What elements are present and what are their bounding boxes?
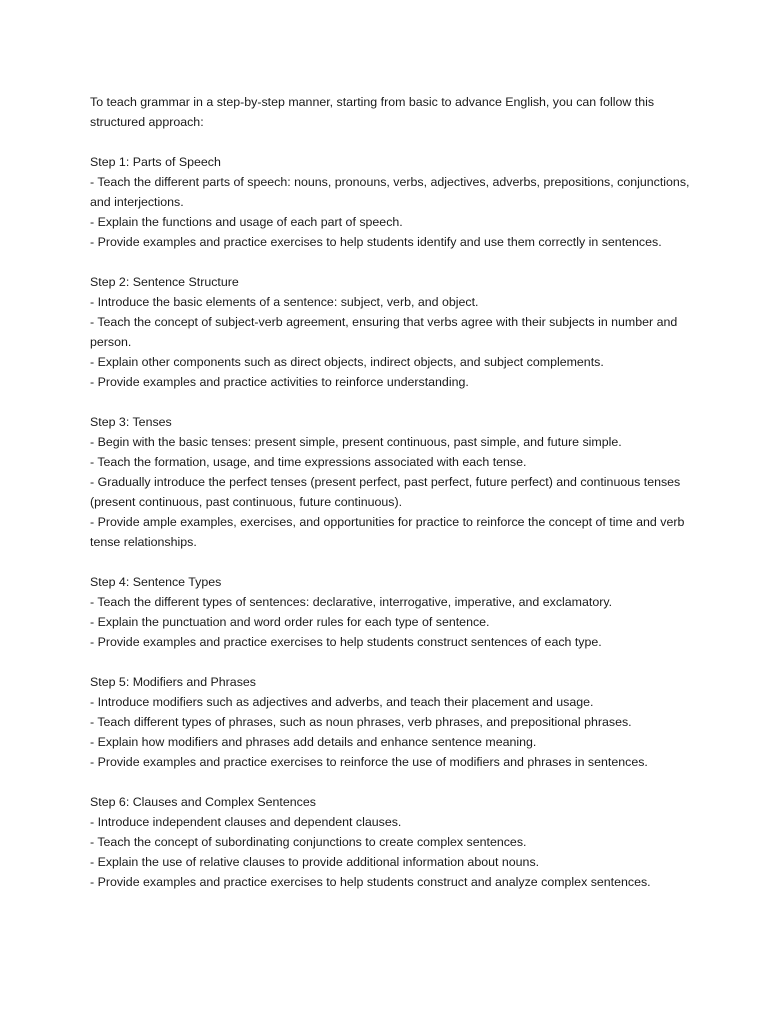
bullet-item: - Provide examples and practice activities to reinforce understanding. (90, 375, 469, 389)
step-heading: Step 1: Parts of Speech (90, 155, 221, 169)
bullet-item: - Teach the formation, usage, and time expressions associated with each tense. (90, 455, 527, 469)
step-bullet-list (90, 432, 690, 552)
step-bullet-list (90, 592, 690, 652)
step-heading: Step 5: Modifiers and Phrases (90, 675, 256, 689)
bullet-item: - Gradually introduce the perfect tenses (present perfect, past perfect, future perfect) and continuous tenses (present continuous, past continuous, future continuous). (90, 475, 681, 509)
bullet-item: - Teach different types of phrases, such as noun phrases, verb phrases, and prepositional phrases. (90, 715, 632, 729)
bullet-item: - Provide examples and practice exercises to reinforce the use of modifiers and phrases in sentences. (90, 755, 648, 769)
step-bullet-list (90, 812, 690, 892)
bullet-item: - Introduce modifiers such as adjectives and adverbs, and teach their placement and usage. (90, 695, 594, 709)
bullet-item: - Teach the concept of subject-verb agreement, ensuring that verbs agree with their subjects in number and person. (90, 315, 678, 349)
bullet-item: - Provide ample examples, exercises, and opportunities for practice to reinforce the concept of time and verb tense relationships. (90, 515, 685, 549)
bullet-item: - Teach the different parts of speech: nouns, pronouns, verbs, adjectives, adverbs, prepositions, conjunctions, and interjections. (90, 175, 690, 209)
bullet-item: - Provide examples and practice exercises to help students construct sentences of each type. (90, 635, 602, 649)
step-section (90, 672, 690, 772)
bullet-item: - Explain the functions and usage of each part of speech. (90, 215, 403, 229)
step-section (90, 572, 690, 652)
step-section (90, 412, 690, 552)
bullet-item: - Explain the punctuation and word order rules for each type of sentence. (90, 615, 490, 629)
step-heading: Step 4: Sentence Types (90, 575, 222, 589)
step-bullet-list (90, 172, 690, 252)
document-page (90, 92, 690, 892)
bullet-item: - Provide examples and practice exercises to help students construct and analyze complex sentences. (90, 875, 651, 889)
bullet-item: - Introduce independent clauses and dependent clauses. (90, 815, 402, 829)
step-bullet-list (90, 292, 690, 392)
step-heading: Step 3: Tenses (90, 415, 172, 429)
bullet-item: - Introduce the basic elements of a sentence: subject, verb, and object. (90, 295, 479, 309)
step-heading: Step 2: Sentence Structure (90, 275, 239, 289)
step-section (90, 272, 690, 392)
bullet-item: - Begin with the basic tenses: present simple, present continuous, past simple, and future simple. (90, 435, 622, 449)
bullet-item: - Teach the concept of subordinating conjunctions to create complex sentences. (90, 835, 527, 849)
step-bullet-list (90, 692, 690, 772)
bullet-item: - Explain how modifiers and phrases add details and enhance sentence meaning. (90, 735, 537, 749)
bullet-item: - Teach the different types of sentences: declarative, interrogative, imperative, and exclamatory. (90, 595, 613, 609)
step-section (90, 792, 690, 892)
step-section (90, 152, 690, 252)
intro-paragraph: To teach grammar in a step-by-step manner, starting from basic to advance English, you can follow this structured approach: (90, 95, 655, 129)
bullet-item: - Explain other components such as direct objects, indirect objects, and subject complements. (90, 355, 604, 369)
bullet-item: - Provide examples and practice exercises to help students identify and use them correctly in sentences. (90, 235, 662, 249)
step-heading: Step 6: Clauses and Complex Sentences (90, 795, 316, 809)
bullet-item: - Explain the use of relative clauses to provide additional information about nouns. (90, 855, 540, 869)
